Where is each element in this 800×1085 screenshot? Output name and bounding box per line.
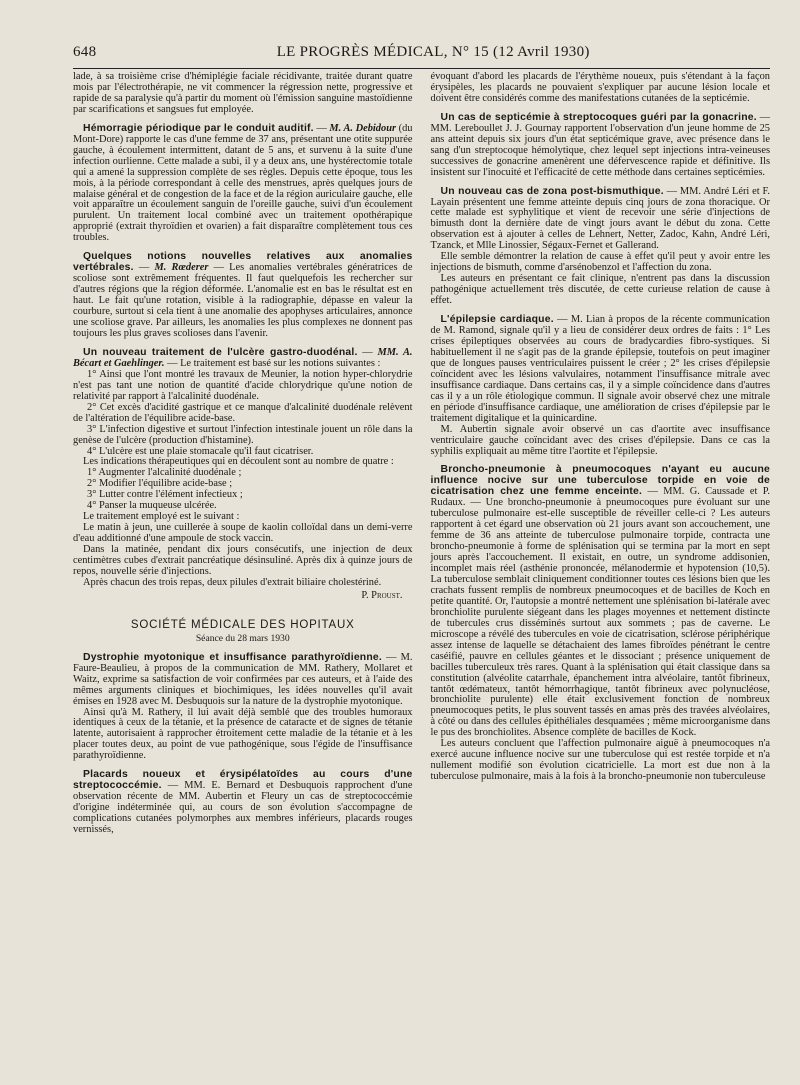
article-paragraph: Elle semble démontrer la relation de cause à effet qu'il peut y avoir entre les injections de bismuth, comme d'arsénobenzol et l'affection du zona. xyxy=(430,251,770,274)
notions-list xyxy=(73,370,413,458)
list-item: 1° Ainsi que l'ont montré les travaux de Meunier, la notion hyper-chlorydrie n'est pas tant une notion de quantité d'acide chlorydrique qu'une notion de relativité par rapport à l'alcalinité duodénale. xyxy=(73,368,413,402)
article-title: Broncho-pneumonie à pneumocoques n'ayant eu aucune influence nocive sur une tuberculose torpide en voie de cicatrisation chez une femme enceinte. xyxy=(430,464,770,498)
section-heading: SOCIÉTÉ MÉDICALE DES HOPITAUX xyxy=(130,618,355,631)
page-number: 648 xyxy=(73,44,97,60)
list-item: 4° L'ulcère est une plaie stomacale qu'il faut cicatriser. xyxy=(87,445,314,457)
continued-paragraph: évoquant d'abord les placards de l'érythème noueux, puis s'étendant à la façon érysipèles, les placards ne pouvaient s'expliquer par aucune lésion locale et doivent être considérés comme des manifestations cutanées de la septicémie. xyxy=(430,71,770,104)
journal-title: LE PROGRÈS MÉDICAL, N° 15 (12 Avril 1930) xyxy=(276,44,590,60)
treatment-intro: Le traitement employé est le suivant : xyxy=(83,511,240,523)
treatment-step: Dans la matinée, pendant dix jours consécutifs, une injection de deux centimètres cubes d'extrait pancréatique désinsuliné. Après dix à quinze jours de repos, nouvelle série d'injections. xyxy=(73,544,413,577)
article-author: M. A. Debidour xyxy=(329,122,397,134)
article-septicemie: Un cas de septicémie à streptocoques guéri par la gonacrine. — MM. Lereboullet J. J. Gournay rapportent l'observation d'un jeune homme de 25 ans atteint depuis six jours d'un état septicémique grave, avec présence dans le sang d'un streptocoque hémolytique, chez lequel sept injections intra-veineuses successives de gonacrine amenèrent une défervescence rapide et définitive. Ils insistent sur l'inocuité et l'efficacité de cette méthode dans certaines septicémies. xyxy=(430,111,770,178)
article-author: M. Rœderer xyxy=(154,262,209,274)
article-paragraph: M. Aubertin signale avoir observé un cas d'aortite avec insuffisance ventriculaire gauche coïncidant avec des crises d'épilepsie. Dans ce cas la syphilis expliquait au même titre l'aortite et l'épilepsie. xyxy=(430,423,770,457)
list-item: 3° Lutter contre l'élément infectieux ; xyxy=(87,489,243,501)
article-zona: Un nouveau cas de zona post-bismuthique. — MM. André Léri et F. Layain présentent une femme atteinte depuis cinq jours de zona thoracique. Or cette malade est syphylitique et vient de recevoir une série d'injections de bimusth dont la dernière date de vingt jours avant le début du zona. Cette observation est à ajouter à celles de Lehnert, Netter, Zadoc, Kahn, André Léri, Tzanck, et Mlle Linossier, Ségaux-Fernet et Gallerand. xyxy=(430,185,771,252)
article-dystrophie: Dystrophie myotonique et insuffisance parathyroïdienne. — M. Faure-Beaulieu, à propos de la communication de MM. Rathery, Mollaret et Waitz, exprime sa satisfaction de voir confirmées par ces auteurs, et à l'aide des mêmes arguments cliniques et biochimiques, les idées nouvelles qu'il avait émises en 1928 avec M. Desbuquois sur la nature de la dystrophie myotonique. xyxy=(73,651,413,707)
article-title: Dystrophie myotonique et insuffisance parathyroïdienne. xyxy=(83,651,382,663)
article-anomalies: Quelques notions nouvelles relatives aux anomalies vertébrales. — M. Rœderer — Les anomalies vertébrales génératrices de scoliose sont extrêmement fréquentes. Il faut quelquefois les rechercher sur d'autres régions que la région déformée. L'anomalie est en bas le résultat est en haut. Le fait qu'une rotation, visible à la radiographie, dépasse en valeur la courbure, surtout si cela tient à une anomalie des apophyses articulaires, annonce une scoliose grave. Par ailleurs, les anomalies les plus complexes ne donnent pas toujours les plus graves scolioses dans l'avenir. xyxy=(73,251,413,339)
article-title: Quelques notions nouvelles relatives aux anomalies vertébrales. xyxy=(73,251,413,274)
article-author: MM. A. Bécart et Gaehlinger. xyxy=(73,346,413,369)
article-title: Hémorragie périodique par le conduit auditif. xyxy=(83,122,314,134)
page-header xyxy=(73,44,770,66)
right-column xyxy=(431,72,771,836)
article-epilepsie: L'épilepsie cardiaque. — M. Lian à propos de la récente communication de M. Ramond, signale qu'il y a lieu de considérer deux ordres de faits : 1° Les crises épileptiques observées au cours de bradycardies fibro-systiques. Si habituellement il ne s'agit pas de la grande épilepsie, toutefois on peut imaginer que de longues pauses ventriculaires puissent le créer ; 2° les crises d'épilepsie coïncident avec les lésions valvulaires, notamment l'insuffisance mitrale avec insuffisance cardiaque. Dans certains cas, il y a simple coïncidence dans d'autres cas il y a un rôle étiologique commun. Il signale avoir observé chez une mitrale en période d'insuffisance cardiaque, une amélioration de crises d'épilepsie par le traitement digitalique et la quinicardine. xyxy=(430,314,770,424)
list-item: 2° Cet excès d'acidité gastrique et ce manque d'alcalinité duodénale relèvent de l'altération de l'équilibre acide-base. xyxy=(73,401,413,424)
article-paragraph: Ainsi qu'à M. Rathery, il lui avait déjà semblé que des troubles humoraux identiques à ceux de la tétanie, et la présence de cataracte et de signes de tétanie latente, autorisaient à rapprocher étroitement cette maladie de la tétanie et à les placer toutes deux, au point de vue pathogénique, sous l'égide de l'insuffisance parathyroïdienne. xyxy=(73,706,413,762)
article-title: Un nouveau cas de zona post-bismuthique. xyxy=(440,185,664,197)
article-ulcere: Un nouveau traitement de l'ulcère gastro-duodénal. — MM. A. Bécart et Gaehlinger. — Le traitement est basé sur les notions suivantes : xyxy=(73,346,413,369)
article-title: Placards noueux et érysipélatoïdes au cours d'une streptococcémie. xyxy=(73,769,413,792)
left-column xyxy=(73,72,413,836)
article-title: Un nouveau traitement de l'ulcère gastro-duodénal. xyxy=(83,346,358,358)
continued-paragraph: lade, à sa troisième crise d'hémiplégie faciale récidivante, traitée durant quatre mois par l'électrothérapie, ne vit commencer la régression nette, progressive et rapide de sa paralysie qu'à partir du moment où l'émission sanguine mastoïdienne par scarifications et sangsues fut employée. xyxy=(73,71,413,115)
indications-intro: Les indications thérapeutiques qui en découlent sont au nombre de quatre : xyxy=(83,456,394,468)
article-placards: Placards noueux et érysipélatoïdes au cours d'une streptococcémie. — MM. E. Bernard et Desbuquois rapprochent d'une observation récente de MM. Aubertin et Fleury un cas de streptococcémie d'origine indéterminée qui, au cours de son évolution s'accompagne de complications cutanées polymorphes aux membres inférieurs, placards rouges vernissés, xyxy=(73,769,413,836)
article-title: L'épilepsie cardiaque. xyxy=(440,314,554,326)
indications-list xyxy=(73,468,413,512)
article-title: Un cas de septicémie à streptocoques guéri par la gonacrine. xyxy=(440,111,757,123)
list-item: 4° Panser la muqueuse ulcérée. xyxy=(87,500,217,512)
article-broncho-pneumonie: Broncho-pneumonie à pneumocoques n'ayant eu aucune influence nocive sur une tuberculose torpide en voie de cicatrisation chez une femme enceinte. — MM. G. Caussade et P. Rudaux. — Une broncho-pneumonie à pneumocoques pure évoluant sur une tuberculose pulmonaire est-elle susceptible de réveiller celle-ci ? Les auteurs rapportent à cet égard une observation où 21 jours avant son accouchement, une femme de 36 ans atteinte de tuberculose pulmonaire torpide, contracta une broncho-pneumonie à forme de splénisation qui se termina par la mort en sept jours après l'accouchement. Il existait, en outre, un syndrome addisonien, incomplet mais réel (asthénie prononcée, mélanodermie et hypotension (10,5). La tuberculose semblait cliniquement conditionner toutes ces lésions bien que les crachats fussent remplis de nombreux pneumocoques et de bacilles de Koch en petite quantité. Or, l'autopsie a montré nettement une splénisation bi-latérale avec bronchiolite purulente siégeant dans les plages moyennes et nettement distincte de tubercules crus disséminés surtout aux sommets ; pas de caverne. Le microscope a révélé des tubercules en voie de cicatrisation, sclérose périphérique assez intense de laquelle se détachaient des lames fibroïdes pénétrant le centre caséifié, pauvre en cellules géantes et le dissociant ; présence uniquement de bacilles tuberculeux très rares. Quant à la splénisation qui était classique dans sa constitution (alvéolite catarrhale, épanchement intra alvéolaire, tantôt fibrineux, tantôt œdémateux, tantôt hémorrhagique, tantôt fibrineux avec polynucléose, bronchiolite purulente) elle était exclusivement fonction de nombreux pneumocoques petits, le plus souvent tassés en amas près des travées alvéolaires, à côté ou dans des cellules épithéliales desquamées ; même microorganisme dans le pus des bronchiolites. Absence complète de bacilles de Kock. xyxy=(430,464,770,739)
article-paragraph: Les auteurs en présentant ce fait clinique, n'entrent pas dans la discussion pathogénique actuellement très discutée, de cette curieuse relation de cause à effet. xyxy=(430,273,770,307)
article-hemorragie: Hémorragie périodique par le conduit auditif. — M. A. Debidour (du Mont-Dore) rapporte le cas d'une femme de 37 ans, présentant une otite suppurée gauche, à écoulement intermittent, datant de 5 ans, et survenu à la suite d'une infection ourlienne. Cette malade a subi, il y a deux ans, une hystérectomie totale qui a amené la suppression complète de ses règles. Depuis cette époque, tous les mois, à la période correspondant à celle des menstrues, après quelques jours de malaise général et de congestion de la face et de la région auriculaire gauche, elle voit apparaître un écoulement sanguin de l'oreille gauche, suivi d'un écoulement purulent. Un traitement local combiné avec un traitement opothérapique approprié (extrait thyroïdien et ovarien) a fait disparaître complètement tous ces troubles. xyxy=(73,122,413,244)
header-rule xyxy=(73,68,770,69)
list-item: 1° Augmenter l'alcalinité duodénale ; xyxy=(87,467,242,479)
list-item: 2° Modifier l'équilibre acide-base ; xyxy=(87,478,233,490)
session-date: Séance du 28 mars 1930 xyxy=(195,632,290,644)
list-item: 3° L'infection digestive et surtout l'infection intestinale jouent un rôle dans la genèse de l'ulcère (production d'histamine). xyxy=(73,423,413,446)
treatment-step: Après chacun des trois repas, deux pilules d'extrait biliaire cholestériné. xyxy=(83,576,382,588)
signature: P. Proust. xyxy=(361,589,403,601)
article-paragraph: Les auteurs concluent que l'affection pulmonaire aiguë à pneumocoques n'a exercé aucune influence nocive sur une tuberculose qui est restée torpide et n'a nullement modifié son évolution cicatricielle. La mort est due non à la tuberculose pulmonaire, mais à la fois à la broncho-pneumonie non tuberculeuse xyxy=(430,738,770,783)
treatment-step: Le matin à jeun, une cuillerée à soupe de kaolin colloïdal dans un demi-verre d'eau additionné d'une ampoule de stock vaccin. xyxy=(73,522,413,545)
